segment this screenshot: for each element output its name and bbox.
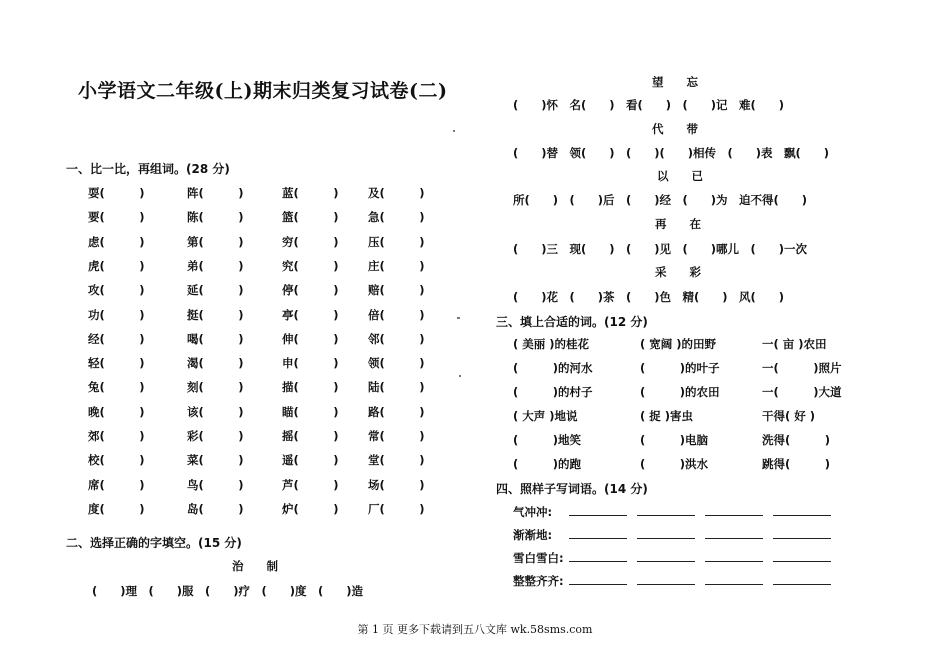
compare-item: 场( ) — [368, 478, 425, 492]
scan-speck — [459, 375, 461, 377]
compare-item: 功( ) — [88, 308, 145, 322]
answer-line[interactable] — [637, 551, 695, 562]
answer-line[interactable] — [705, 551, 763, 562]
section2-heading: 二、选择正确的字填空。(15 分) — [66, 536, 242, 550]
fill-word-item: 一( )照片 — [762, 361, 842, 375]
compare-item: 邻( ) — [368, 332, 425, 346]
compare-item: 穷( ) — [282, 235, 339, 249]
answer-line[interactable] — [637, 574, 695, 585]
row-zai-zai: ( )三 现( ) ( )见 ( )哪儿 ( )一次 — [513, 242, 808, 256]
compare-item: 该( ) — [187, 405, 244, 419]
answer-line[interactable] — [705, 505, 763, 516]
pair-dai-dai: 代 带 — [652, 122, 698, 136]
pair-zai-zai: 再 在 — [655, 217, 701, 231]
answer-line[interactable] — [569, 574, 627, 585]
compare-item: 攻( ) — [88, 283, 145, 297]
page-title: 小学语文二年级(上)期末归类复习试卷(二) — [78, 80, 448, 102]
compare-item: 度( ) — [88, 502, 145, 516]
compare-item: 兔( ) — [88, 380, 145, 394]
pair-yi-yi: 以 已 — [657, 169, 703, 183]
fill-word-item: 干得( 好 ) — [762, 409, 816, 423]
compare-item: 究( ) — [282, 259, 339, 273]
compare-item: 申( ) — [282, 356, 339, 370]
example-word-row — [513, 504, 831, 520]
row-yi-yi: 所( ) ( )后 ( )经 ( )为 迫不得( ) — [513, 193, 808, 207]
pair-cai-cai: 采 彩 — [655, 265, 701, 279]
compare-item: 渴( ) — [187, 356, 244, 370]
compare-item: 厂( ) — [368, 502, 425, 516]
compare-item: 鸟( ) — [187, 478, 244, 492]
compare-item: 停( ) — [282, 283, 339, 297]
example-word-label: 雪白雪白: — [513, 551, 564, 565]
row-wang-wang: ( )怀 名( ) 看( ) ( )记 难( ) — [513, 98, 785, 112]
answer-line[interactable] — [569, 505, 627, 516]
compare-item: 彩( ) — [187, 429, 244, 443]
compare-item: 堂( ) — [368, 453, 425, 467]
compare-item: 蓝( ) — [282, 186, 339, 200]
compare-item: 经( ) — [88, 332, 145, 346]
compare-item: 轻( ) — [88, 356, 145, 370]
compare-item: 亭( ) — [282, 308, 339, 322]
compare-item: 耍( ) — [88, 186, 145, 200]
scan-speck — [457, 317, 460, 319]
row-cai-cai: ( )花 ( )茶 ( )色 精( ) 风( ) — [513, 290, 785, 304]
fill-word-item: 跳得( ) — [762, 457, 831, 471]
compare-item: 及( ) — [368, 186, 425, 200]
compare-item: 喝( ) — [187, 332, 244, 346]
fill-word-item: ( )洪水 — [640, 457, 709, 471]
compare-item: 延( ) — [187, 283, 244, 297]
example-word-row — [513, 550, 831, 566]
compare-item: 席( ) — [88, 478, 145, 492]
fill-word-item: ( )的河水 — [513, 361, 593, 375]
compare-item: 篮( ) — [282, 210, 339, 224]
compare-item: 虎( ) — [88, 259, 145, 273]
example-word-label: 气冲冲: — [513, 505, 553, 519]
fill-word-item: ( 美丽 )的桂花 — [513, 337, 590, 351]
compare-item: 遥( ) — [282, 453, 339, 467]
compare-item: 瞄( ) — [282, 405, 339, 419]
fill-word-item: ( 大声 )地说 — [513, 409, 578, 423]
fill-word-item: ( )的叶子 — [640, 361, 720, 375]
fill-word-item: 一( )大道 — [762, 385, 842, 399]
fill-word-item: ( )的跑 — [513, 457, 582, 471]
fill-word-item: 一( 亩 )农田 — [762, 337, 827, 351]
fill-word-item: ( )电脑 — [640, 433, 709, 447]
example-word-row — [513, 573, 831, 589]
compare-item: 挺( ) — [187, 308, 244, 322]
compare-item: 芦( ) — [282, 478, 339, 492]
answer-line[interactable] — [773, 551, 831, 562]
compare-item: 陈( ) — [187, 210, 244, 224]
pair-zhi-zhi: 治 制 — [232, 559, 278, 573]
compare-item: 赔( ) — [368, 283, 425, 297]
compare-item: 刻( ) — [187, 380, 244, 394]
example-word-label: 整整齐齐: — [513, 574, 564, 588]
compare-item: 陆( ) — [368, 380, 425, 394]
compare-item: 菜( ) — [187, 453, 244, 467]
compare-item: 压( ) — [368, 235, 425, 249]
compare-item: 摇( ) — [282, 429, 339, 443]
compare-item: 常( ) — [368, 429, 425, 443]
example-word-label: 渐渐地: — [513, 528, 553, 542]
answer-line[interactable] — [569, 528, 627, 539]
compare-item: 庄( ) — [368, 259, 425, 273]
row-zhi-zhi: ( )理 ( )服 ( )疗 ( )度 ( )造 — [92, 584, 364, 598]
answer-line[interactable] — [773, 574, 831, 585]
compare-item: 领( ) — [368, 356, 425, 370]
page-footer: 第 1 页 更多下载请到五八文库 wk.58sms.com — [357, 623, 593, 636]
compare-item: 倍( ) — [368, 308, 425, 322]
answer-line[interactable] — [637, 505, 695, 516]
compare-item: 弟( ) — [187, 259, 244, 273]
answer-line[interactable] — [773, 505, 831, 516]
example-word-row — [513, 527, 831, 543]
row-dai-dai: ( )替 领( ) ( )( )相传 ( )表 飘( ) — [513, 146, 830, 160]
fill-word-item: ( )的村子 — [513, 385, 593, 399]
compare-item: 晚( ) — [88, 405, 145, 419]
fill-word-item: ( )地笑 — [513, 433, 582, 447]
fill-word-item: ( 宽阔 )的田野 — [640, 337, 717, 351]
compare-item: 要( ) — [88, 210, 145, 224]
fill-word-item: ( )的农田 — [640, 385, 720, 399]
pair-wang-wang: 望 忘 — [652, 75, 698, 89]
compare-item: 虑( ) — [88, 235, 145, 249]
fill-word-item: 洗得( ) — [762, 433, 831, 447]
compare-item: 岛( ) — [187, 502, 244, 516]
compare-item: 伸( ) — [282, 332, 339, 346]
answer-line[interactable] — [705, 574, 763, 585]
answer-line[interactable] — [569, 551, 627, 562]
compare-item: 郊( ) — [88, 429, 145, 443]
answer-line[interactable] — [637, 528, 695, 539]
section1-heading: 一、比一比，再组词。(28 分) — [66, 162, 230, 176]
section4-heading: 四、照样子写词语。(14 分) — [496, 482, 648, 496]
compare-item: 急( ) — [368, 210, 425, 224]
compare-item: 第( ) — [187, 235, 244, 249]
section3-heading: 三、填上合适的词。(12 分) — [496, 315, 648, 329]
compare-item: 路( ) — [368, 405, 425, 419]
compare-item: 描( ) — [282, 380, 339, 394]
compare-item: 校( ) — [88, 453, 145, 467]
scan-speck — [453, 130, 455, 132]
answer-line[interactable] — [773, 528, 831, 539]
answer-line[interactable] — [705, 528, 763, 539]
compare-item: 阵( ) — [187, 186, 244, 200]
fill-word-item: ( 捉 )害虫 — [640, 409, 694, 423]
compare-item: 炉( ) — [282, 502, 339, 516]
